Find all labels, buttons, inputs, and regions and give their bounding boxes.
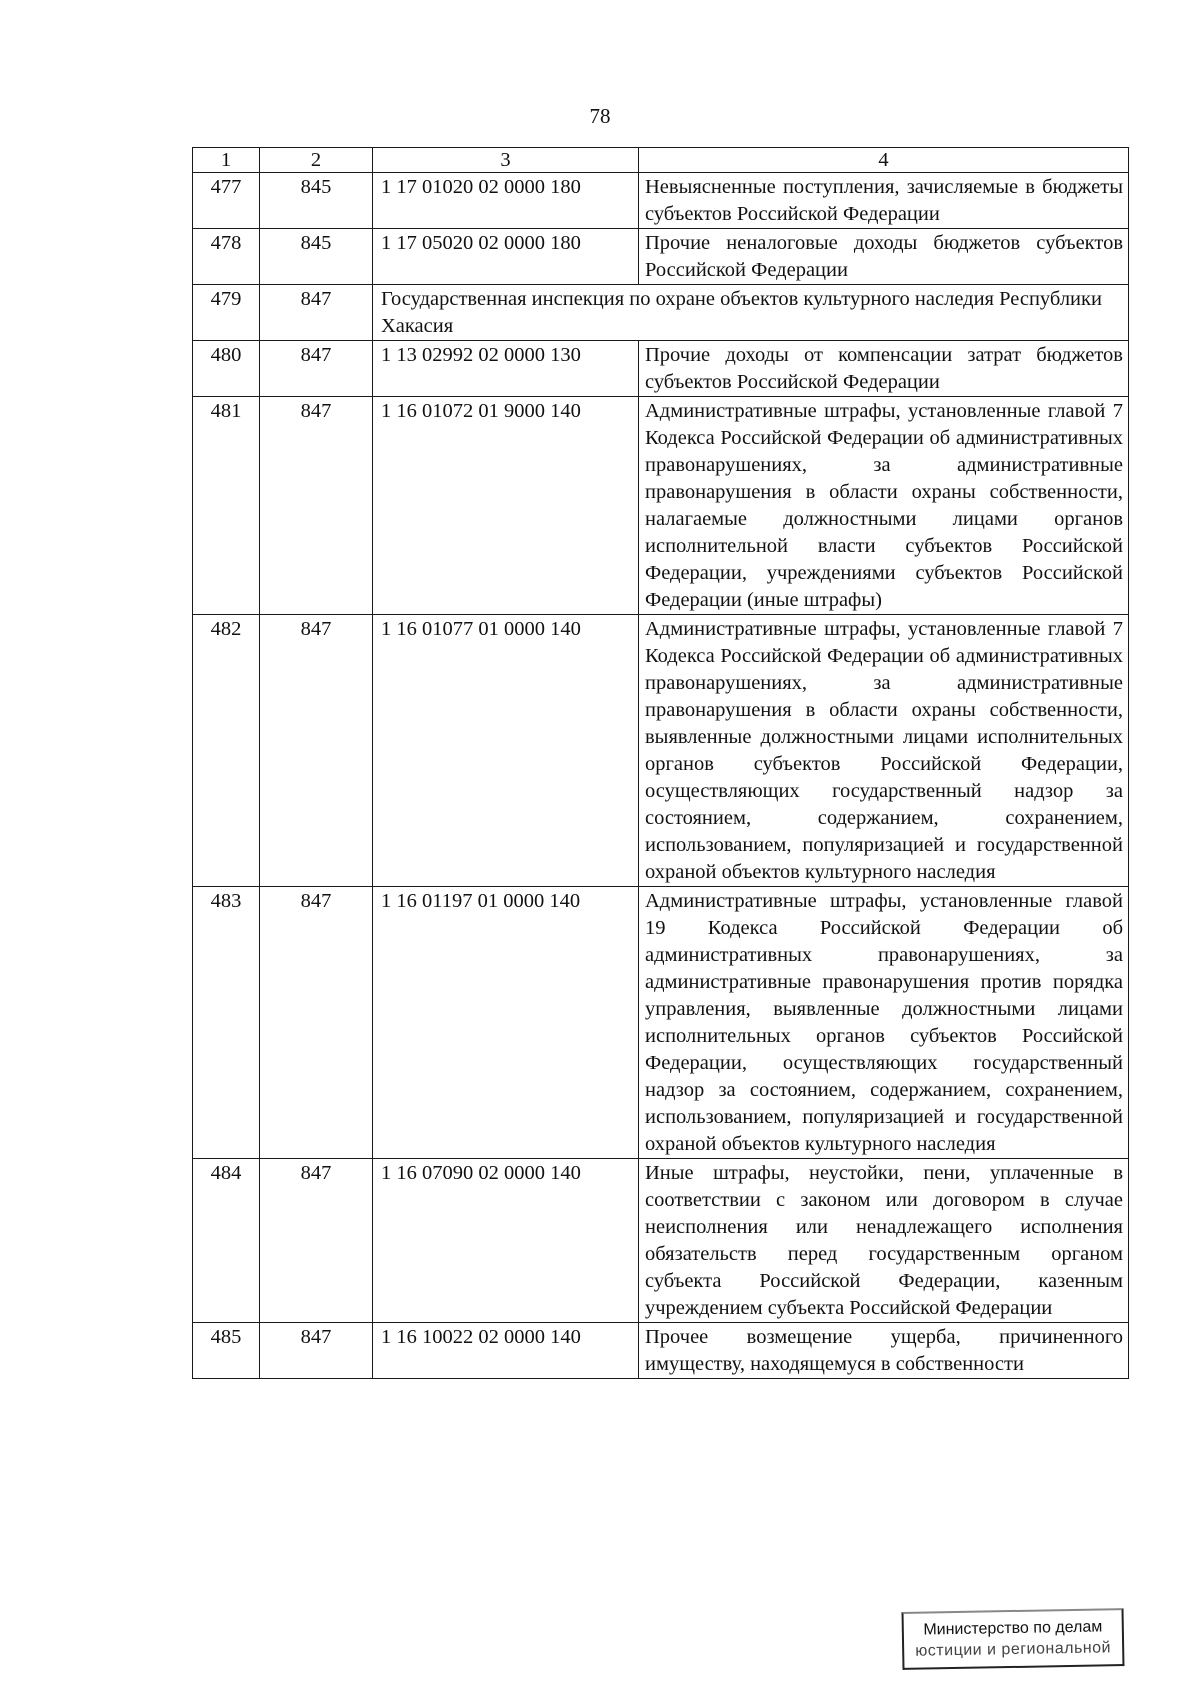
row-number-cell: 483 (193, 887, 260, 1159)
column-header-1: 1 (193, 148, 260, 173)
table-row (193, 397, 1129, 615)
column-header-4: 4 (639, 148, 1129, 173)
income-description-cell: Административные штрафы, установленные главой 7 Кодекса Российской Федерации об административных правонарушениях, за административные правонарушения в области охраны собственности, выявленные должностными лицами исполнительных органов субъектов Российской Федерации, осуществляющих государственный надзор за состоянием, содержанием, сохранением, использованием, популяризацией и государственной охраной объектов культурного наследия (639, 615, 1129, 887)
income-description-cell: Административные штрафы, установленные главой 7 Кодекса Российской Федерации об административных правонарушениях, за административные правонарушения в области охраны собственности, налагаемые должностными лицами органов исполнительной власти субъектов Российской Федерации, учреждениями субъектов Российской Федерации (иные штрафы) (639, 397, 1129, 615)
budget-code-cell: 1 16 01072 01 9000 140 (373, 397, 639, 615)
administrator-code-cell: 847 (260, 285, 373, 341)
row-number-cell: 477 (193, 173, 260, 229)
table-row (193, 229, 1129, 285)
budget-code-cell: 1 16 01197 01 0000 140 (373, 887, 639, 1159)
administrator-code-cell: 847 (260, 397, 373, 615)
administrator-code-cell: 845 (260, 229, 373, 285)
table-row (193, 285, 1129, 341)
page-number: 78 (589, 104, 611, 128)
row-number-cell: 482 (193, 615, 260, 887)
row-number-cell: 478 (193, 229, 260, 285)
row-number-cell: 481 (193, 397, 260, 615)
administrator-name-cell: Государственная инспекция по охране объектов культурного наследия Республики Хакасия (373, 285, 1129, 341)
budget-code-cell: 1 16 07090 02 0000 140 (373, 1159, 639, 1323)
administrator-code-cell: 847 (260, 887, 373, 1159)
income-description-cell: Прочие неналоговые доходы бюджетов субъектов Российской Федерации (639, 229, 1129, 285)
income-description-cell: Прочее возмещение ущерба, причиненного имуществу, находящемуся в собственности (639, 1323, 1129, 1379)
column-header-3: 3 (373, 148, 639, 173)
stamp-line-1: Министерство по делам (923, 1618, 1103, 1639)
income-description-cell: Невыясненные поступления, зачисляемые в бюджеты субъектов Российской Федерации (639, 173, 1129, 229)
budget-code-cell: 1 17 01020 02 0000 180 (373, 173, 639, 229)
stamp-line-2: юстиции и региональной (915, 1639, 1112, 1660)
table-row (193, 1323, 1129, 1379)
table-header-row (193, 148, 1129, 173)
administrator-code-cell: 847 (260, 615, 373, 887)
administrator-code-cell: 847 (260, 341, 373, 397)
income-description-cell: Прочие доходы от компенсации затрат бюджетов субъектов Российской Федерации (639, 341, 1129, 397)
budget-code-cell: 1 17 05020 02 0000 180 (373, 229, 639, 285)
row-number-cell: 480 (193, 341, 260, 397)
column-header-2: 2 (260, 148, 373, 173)
budget-code-cell: 1 16 01077 01 0000 140 (373, 615, 639, 887)
administrator-code-cell: 845 (260, 173, 373, 229)
row-number-cell: 479 (193, 285, 260, 341)
ministry-stamp (902, 1608, 1125, 1670)
row-number-cell: 484 (193, 1159, 260, 1323)
table-row (193, 887, 1129, 1159)
table-row (193, 1159, 1129, 1323)
row-number-cell: 485 (193, 1323, 260, 1379)
administrator-code-cell: 847 (260, 1323, 373, 1379)
table-row (193, 615, 1129, 887)
administrator-code-cell: 847 (260, 1159, 373, 1323)
income-description-cell: Административные штрафы, установленные главой 19 Кодекса Российской Федерации об административных правонарушениях, за административные правонарушения против порядка управления, выявленные должностными лицами исполнительных органов субъектов Российской Федерации, осуществляющих государственный надзор за состоянием, содержанием, сохранением, использованием, популяризацией и государственной охраной объектов культурного наследия (639, 887, 1129, 1159)
budget-code-cell: 1 16 10022 02 0000 140 (373, 1323, 639, 1379)
table-row (193, 173, 1129, 229)
budget-classification-table (192, 147, 1129, 1379)
table-row (193, 341, 1129, 397)
income-description-cell: Иные штрафы, неустойки, пени, уплаченные в соответствии с законом или договором в случае неисполнения или ненадлежащего исполнения обязательств перед государственным органом субъекта Российской Федерации, казенным учреждением субъекта Российской Федерации (639, 1159, 1129, 1323)
budget-code-cell: 1 13 02992 02 0000 130 (373, 341, 639, 397)
